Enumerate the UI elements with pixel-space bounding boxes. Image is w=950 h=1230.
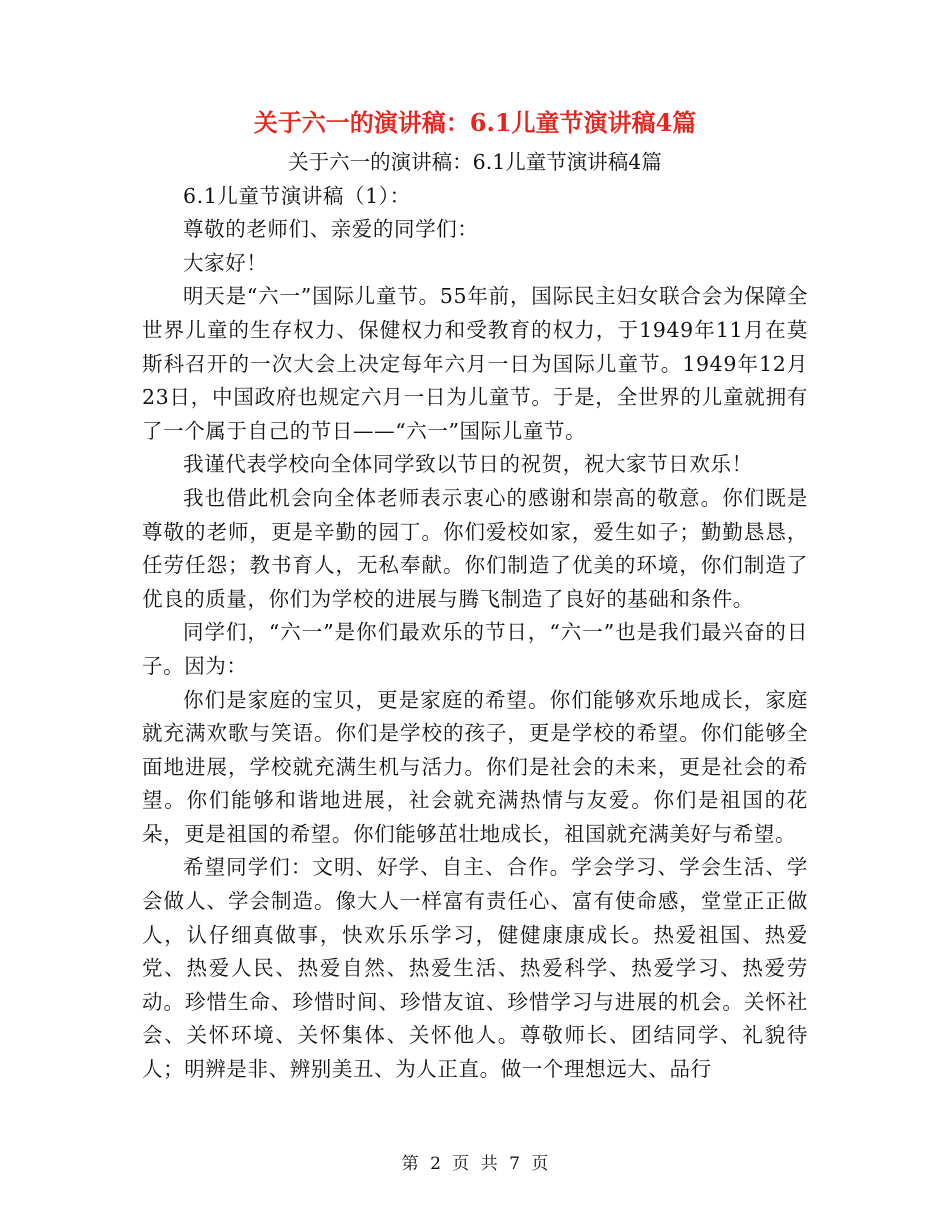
document-title: 关于六一的演讲稿：6.1儿童节演讲稿4篇: [253, 108, 697, 137]
page-footer: [0, 1152, 950, 1176]
footer-prefix: 第: [401, 1154, 419, 1174]
footer-total-prefix: 共: [480, 1154, 498, 1174]
paragraph-greeting: 大家好！: [183, 250, 268, 275]
paragraph-thanks-teachers: 我也借此机会向全体老师表示衷心的感谢和崇高的敬意。你们既是尊敬的老师，更是辛勤的园丁。你们爱校如家，爱生如子；勤勤恳恳，任劳任怨；教书育人，无私奉献。你们制造了优美的环境，你们制造了优良的质量，你们为学校的进展与腾飞制造了良好的基础和条件。: [142, 485, 808, 611]
paragraph-expectations: 希望同学们：文明、好学、自主、合作。学会学习、学会生活、学会做人、学会制造。像大人一样富有责任心、富有使命感，堂堂正正做人，认仔细真做事，快欢乐乐学习，健健康康成长。热爱祖国、热爱党、热爱人民、热爱自然、热爱生活、热爱科学、热爱学习、热爱劳动。珍惜生命、珍惜时间、珍惜友谊、珍惜学习与进展的机会。关怀社会、关怀环境、关怀集体、关怀他人。尊敬师长、团结同学、礼貌待人；明辨是非、辨别美丑、为人正直。做一个理想远大、品行: [142, 855, 808, 1082]
paragraph-congratulations: 我谨代表学校向全体同学致以节日的祝贺，祝大家节日欢乐！: [183, 452, 753, 477]
footer-total-unit: 页: [531, 1154, 549, 1174]
footer-page-unit: 页: [452, 1154, 470, 1174]
paragraph-history: 明天是“六一”国际儿童节。55年前，国际民主妇女联合会为保障全世界儿童的生存权力、保健权力和受教育的权力，于1949年11月在莫斯科召开的一次大会上决定每年六月一日为国际儿童节。1949年12月23日，中国政府也规定六月一日为儿童节。于是，全世界的儿童就拥有了一个属于自己的节日——“六一”国际儿童节。: [142, 284, 808, 443]
document-subtitle: 关于六一的演讲稿：6.1儿童节演讲稿4篇: [288, 150, 662, 174]
paragraph-address-students: 同学们，“六一”是你们最欢乐的节日，“六一”也是我们最兴奋的日子。因为：: [142, 620, 808, 678]
paragraph-speech-heading: 6.1儿童节演讲稿（1）：: [183, 183, 411, 208]
paragraph-hope: 你们是家庭的宝贝，更是家庭的希望。你们能够欢乐地成长，家庭就充满欢歌与笑语。你们是学校的孩子，更是学校的希望。你们能够全面地进展，学校就充满生机与活力。你们是社会的未来，更是社会的希望。你们能够和谐地进展，社会就充满热情与友爱。你们是祖国的花朵，更是祖国的希望。你们能够茁壮地成长，祖国就充满美好与希望。: [142, 687, 808, 846]
footer-total-pages: 7: [509, 1154, 520, 1174]
paragraph-salutation: 尊敬的老师们、亲爱的同学们：: [183, 217, 479, 242]
document-body: [142, 146, 808, 1087]
footer-current-page: 2: [430, 1154, 441, 1174]
